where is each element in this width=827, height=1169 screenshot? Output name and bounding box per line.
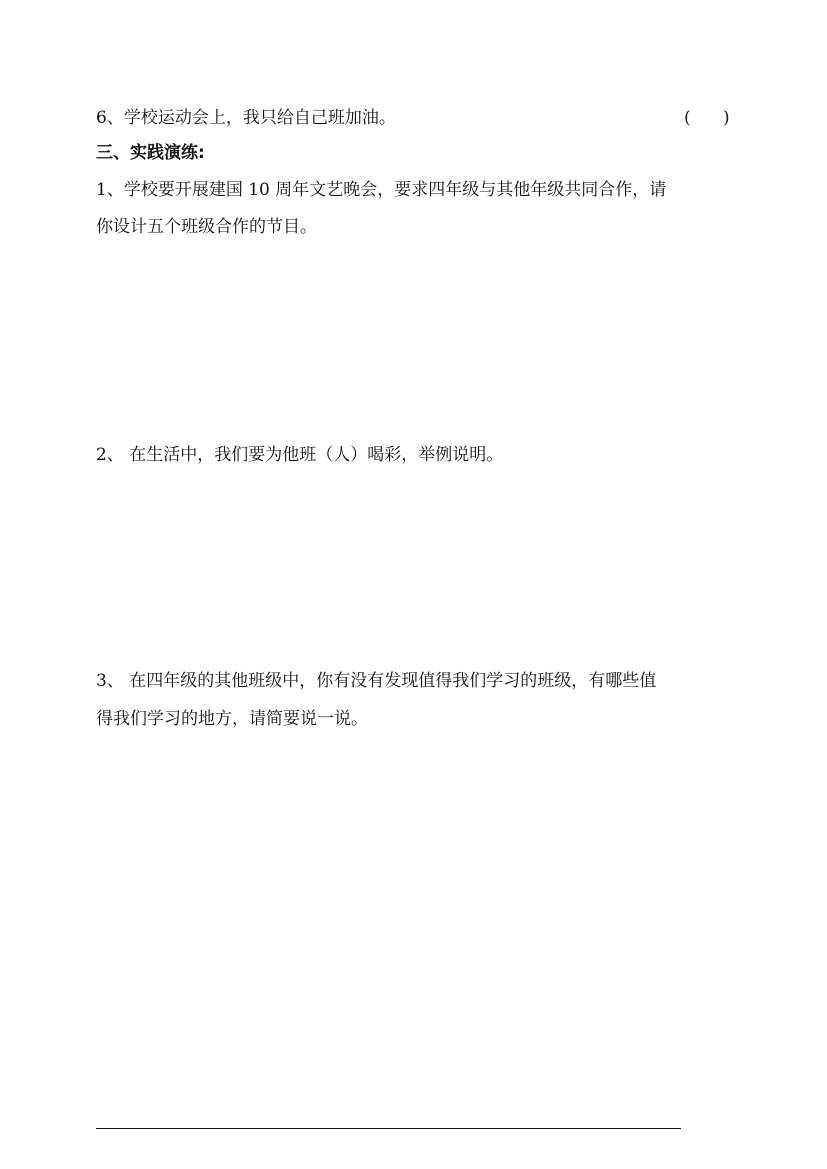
question-1-line-1: 1、学校要开展建国 10 周年文艺晚会，要求四年级与其他年级共同合作，请 xyxy=(96,180,667,200)
question-2-line-1: 2、 在生活中，我们要为他班（人）喝彩，举例说明。 xyxy=(96,445,504,465)
footer-divider-line xyxy=(96,1128,681,1129)
answer-blank-parentheses: ( ) xyxy=(684,108,730,128)
question-3-line-2: 得我们学习的地方，请简要说一说。 xyxy=(96,709,368,729)
question-3-line-1: 3、 在四年级的其他班级中，你有没有发现值得我们学习的班级，有哪些值 xyxy=(96,671,657,691)
section-3-heading: 三、实践演练: xyxy=(96,143,205,163)
item-6-text: 6、学校运动会上，我只给自己班加油。 xyxy=(96,108,396,128)
question-1-line-2: 你设计五个班级合作的节目。 xyxy=(96,217,317,237)
